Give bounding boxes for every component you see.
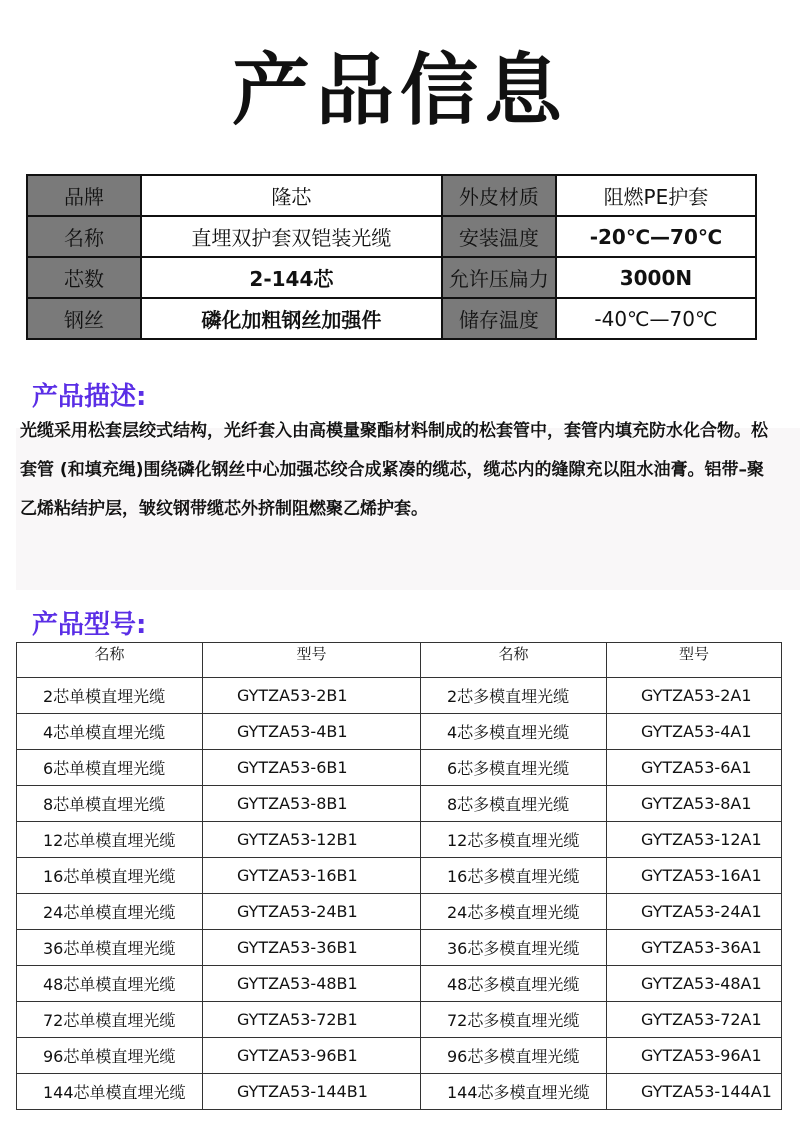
table-row — [17, 1002, 782, 1038]
product-name-cell: 16芯单模直埋光缆 — [17, 858, 203, 894]
product-name-cell: 36芯多模直埋光缆 — [421, 930, 607, 966]
product-name-cell: 16芯多模直埋光缆 — [421, 858, 607, 894]
model-code-cell: GYTZA53-16B1 — [203, 858, 421, 894]
description-text: 光缆采用松套层绞式结构，光纤套入由高模量聚酯材料制成的松套管中，套管内填充防水化合物。松套管 (和填充绳)围绕磷化钢丝中心加强芯绞合成紧凑的缆芯，缆芯内的缝隙充以阻水油膏。铝带–聚乙烯粘结护层，皱纹钢带缆芯外挤制阻燃聚乙烯护套。 — [20, 421, 768, 519]
spec-row — [27, 216, 756, 257]
model-code-cell: GYTZA53-144A1 — [607, 1074, 782, 1110]
model-code-cell: GYTZA53-36B1 — [203, 930, 421, 966]
spec-row — [27, 298, 756, 339]
product-name-cell: 6芯单模直埋光缆 — [17, 750, 203, 786]
spec-value: 磷化加粗钢丝加强件 — [141, 298, 442, 339]
model-code-cell: GYTZA53-6A1 — [607, 750, 782, 786]
spec-label: 芯数 — [27, 257, 141, 298]
product-name-cell: 24芯多模直埋光缆 — [421, 894, 607, 930]
model-code-cell: GYTZA53-48A1 — [607, 966, 782, 1002]
table-row — [17, 930, 782, 966]
spec-label: 钢丝 — [27, 298, 141, 339]
model-code-cell: GYTZA53-4B1 — [203, 714, 421, 750]
models-table — [16, 642, 782, 1110]
model-code-cell: GYTZA53-24B1 — [203, 894, 421, 930]
table-row — [17, 1074, 782, 1110]
model-code-cell: GYTZA53-6B1 — [203, 750, 421, 786]
model-code-cell: GYTZA53-72A1 — [607, 1002, 782, 1038]
spec-table — [26, 174, 757, 340]
model-code-cell: GYTZA53-96B1 — [203, 1038, 421, 1074]
spec-value: 阻燃PE护套 — [556, 175, 756, 216]
table-row — [17, 678, 782, 714]
table-row — [17, 1038, 782, 1074]
product-name-cell: 36芯单模直埋光缆 — [17, 930, 203, 966]
table-row — [17, 822, 782, 858]
model-code-cell: GYTZA53-8A1 — [607, 786, 782, 822]
table-header-row — [17, 643, 782, 678]
model-code-cell: GYTZA53-48B1 — [203, 966, 421, 1002]
product-name-cell: 144芯单模直埋光缆 — [17, 1074, 203, 1110]
spec-row — [27, 175, 756, 216]
product-name-cell: 8芯单模直埋光缆 — [17, 786, 203, 822]
spec-value: 隆芯 — [141, 175, 442, 216]
spec-row — [27, 257, 756, 298]
description-heading: 产品描述: — [32, 382, 147, 412]
spec-label: 安装温度 — [442, 216, 556, 257]
product-name-cell: 12芯单模直埋光缆 — [17, 822, 203, 858]
column-header: 型号 — [203, 643, 421, 678]
product-name-cell: 96芯多模直埋光缆 — [421, 1038, 607, 1074]
column-header: 型号 — [607, 643, 782, 678]
product-name-cell: 2芯单模直埋光缆 — [17, 678, 203, 714]
spec-label: 外皮材质 — [442, 175, 556, 216]
spec-value: 直埋双护套双铠装光缆 — [141, 216, 442, 257]
product-name-cell: 48芯单模直埋光缆 — [17, 966, 203, 1002]
column-header: 名称 — [17, 643, 203, 678]
product-name-cell: 48芯多模直埋光缆 — [421, 966, 607, 1002]
table-row — [17, 858, 782, 894]
column-header: 名称 — [421, 643, 607, 678]
model-code-cell: GYTZA53-2A1 — [607, 678, 782, 714]
product-name-cell: 72芯单模直埋光缆 — [17, 1002, 203, 1038]
table-row — [17, 966, 782, 1002]
product-name-cell: 96芯单模直埋光缆 — [17, 1038, 203, 1074]
model-code-cell: GYTZA53-144B1 — [203, 1074, 421, 1110]
model-code-cell: GYTZA53-12B1 — [203, 822, 421, 858]
spec-label: 允许压扁力 — [442, 257, 556, 298]
page-title: 产品信息 — [231, 46, 568, 136]
model-code-cell: GYTZA53-24A1 — [607, 894, 782, 930]
spec-value: 3000N — [556, 257, 756, 298]
table-row — [17, 894, 782, 930]
table-row — [17, 714, 782, 750]
model-code-cell: GYTZA53-72B1 — [203, 1002, 421, 1038]
model-code-cell: GYTZA53-2B1 — [203, 678, 421, 714]
model-code-cell: GYTZA53-12A1 — [607, 822, 782, 858]
product-name-cell: 6芯多模直埋光缆 — [421, 750, 607, 786]
model-code-cell: GYTZA53-8B1 — [203, 786, 421, 822]
model-code-cell: GYTZA53-4A1 — [607, 714, 782, 750]
product-name-cell: 4芯多模直埋光缆 — [421, 714, 607, 750]
spec-value: -40℃—70℃ — [556, 298, 756, 339]
product-name-cell: 4芯单模直埋光缆 — [17, 714, 203, 750]
table-row — [17, 786, 782, 822]
table-row — [17, 750, 782, 786]
model-code-cell: GYTZA53-36A1 — [607, 930, 782, 966]
spec-label: 名称 — [27, 216, 141, 257]
product-name-cell: 144芯多模直埋光缆 — [421, 1074, 607, 1110]
product-name-cell: 2芯多模直埋光缆 — [421, 678, 607, 714]
product-name-cell: 72芯多模直埋光缆 — [421, 1002, 607, 1038]
product-name-cell: 12芯多模直埋光缆 — [421, 822, 607, 858]
models-heading: 产品型号: — [32, 610, 147, 640]
spec-label: 储存温度 — [442, 298, 556, 339]
spec-label: 品牌 — [27, 175, 141, 216]
spec-value: -20℃—70℃ — [556, 216, 756, 257]
spec-value: 2-144芯 — [141, 257, 442, 298]
product-name-cell: 24芯单模直埋光缆 — [17, 894, 203, 930]
model-code-cell: GYTZA53-96A1 — [607, 1038, 782, 1074]
model-code-cell: GYTZA53-16A1 — [607, 858, 782, 894]
product-name-cell: 8芯多模直埋光缆 — [421, 786, 607, 822]
